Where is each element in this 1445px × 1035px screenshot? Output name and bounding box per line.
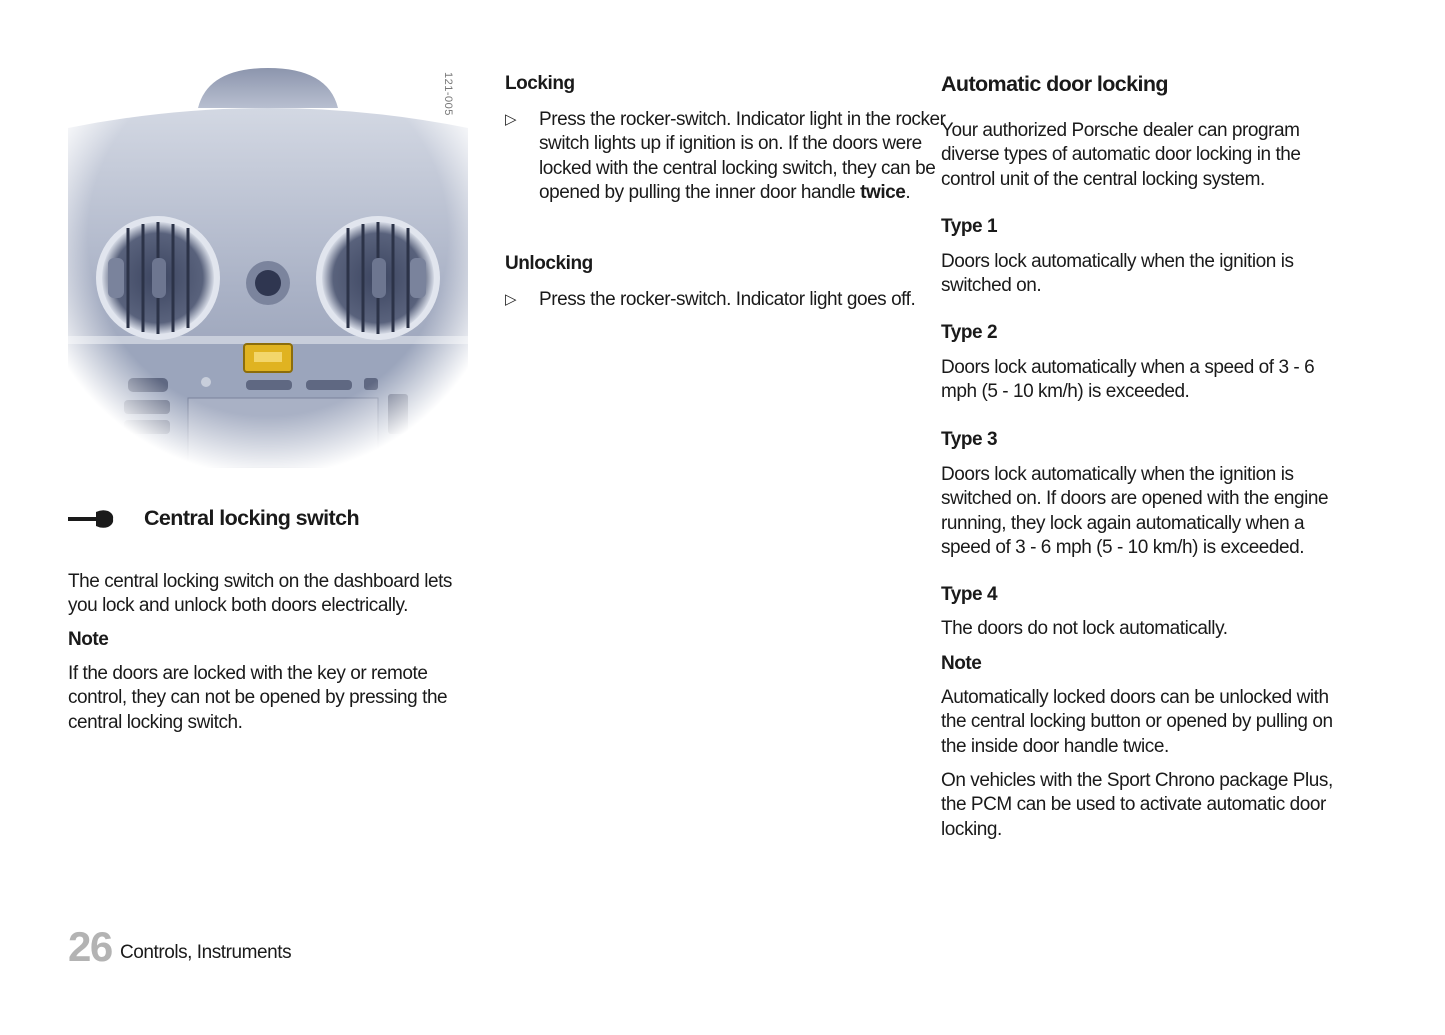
dashboard-illustration [68, 68, 468, 468]
intro-text: The central locking switch on the dashboard lets you lock and unlock both doors electrically. [68, 571, 452, 617]
unlocking-heading: Unlocking [505, 253, 593, 274]
unlocking-step [505, 288, 949, 312]
type-heading: Type 4 [941, 584, 998, 605]
locking-step [505, 108, 949, 206]
footer-section: Controls, Instruments [120, 942, 292, 963]
triangle-bullet-icon: ▷ [505, 111, 517, 128]
type-text: Doors lock automatically when the ignition is switched on. [941, 251, 1294, 297]
type-heading: Type 1 [941, 216, 998, 237]
note-text: On vehicles with the Sport Chrono package Plus, the PCM can be used to activate automatic door locking. [941, 770, 1333, 840]
note-text: If the doors are locked with the key or remote control, they can not be opened by pressing the central locking switch. [68, 663, 448, 733]
triangle-bullet-icon: ▷ [505, 291, 517, 308]
automatic-locking-heading: Automatic door locking [941, 72, 1168, 96]
type-text: The doors do not lock automatically. [941, 618, 1228, 639]
figure-code: 121-005 [442, 72, 454, 116]
type-text: Doors lock automatically when a speed of 3 - 6 mph (5 - 10 km/h) is exceeded. [941, 357, 1315, 403]
unlocking-text: Press the rocker-switch. Indicator light goes off. [539, 289, 916, 310]
type-heading: Type 2 [941, 322, 998, 343]
section-title: Central locking switch [144, 506, 359, 530]
type-text: Doors lock automatically when the ignition is switched on. If doors are opened with the engine running, they lock again automatically when a speed of 3 - 6 mph (5 - 10 km/h) is exceeded. [941, 464, 1329, 559]
key-icon [68, 508, 114, 530]
type-heading: Type 3 [941, 429, 998, 450]
page-number: 26 [68, 923, 112, 970]
locking-text: Press the rocker-switch. Indicator light in the rocker switch lights up if ignition is on. If the doors were locked with the central locking switch, they can be opened by pulling the inner door handle [539, 109, 946, 204]
automatic-locking-intro: Your authorized Porsche dealer can program diverse types of automatic door locking in the control unit of the central locking system. [941, 120, 1301, 190]
locking-end: . [905, 182, 911, 204]
note-text: Automatically locked doors can be unlocked with the central locking button or opened by pulling on the inside door handle twice. [941, 687, 1333, 757]
locking-heading: Locking [505, 73, 575, 94]
locking-bold: twice [860, 182, 906, 204]
note-heading: Note [941, 653, 982, 674]
note-heading: Note [68, 629, 109, 650]
